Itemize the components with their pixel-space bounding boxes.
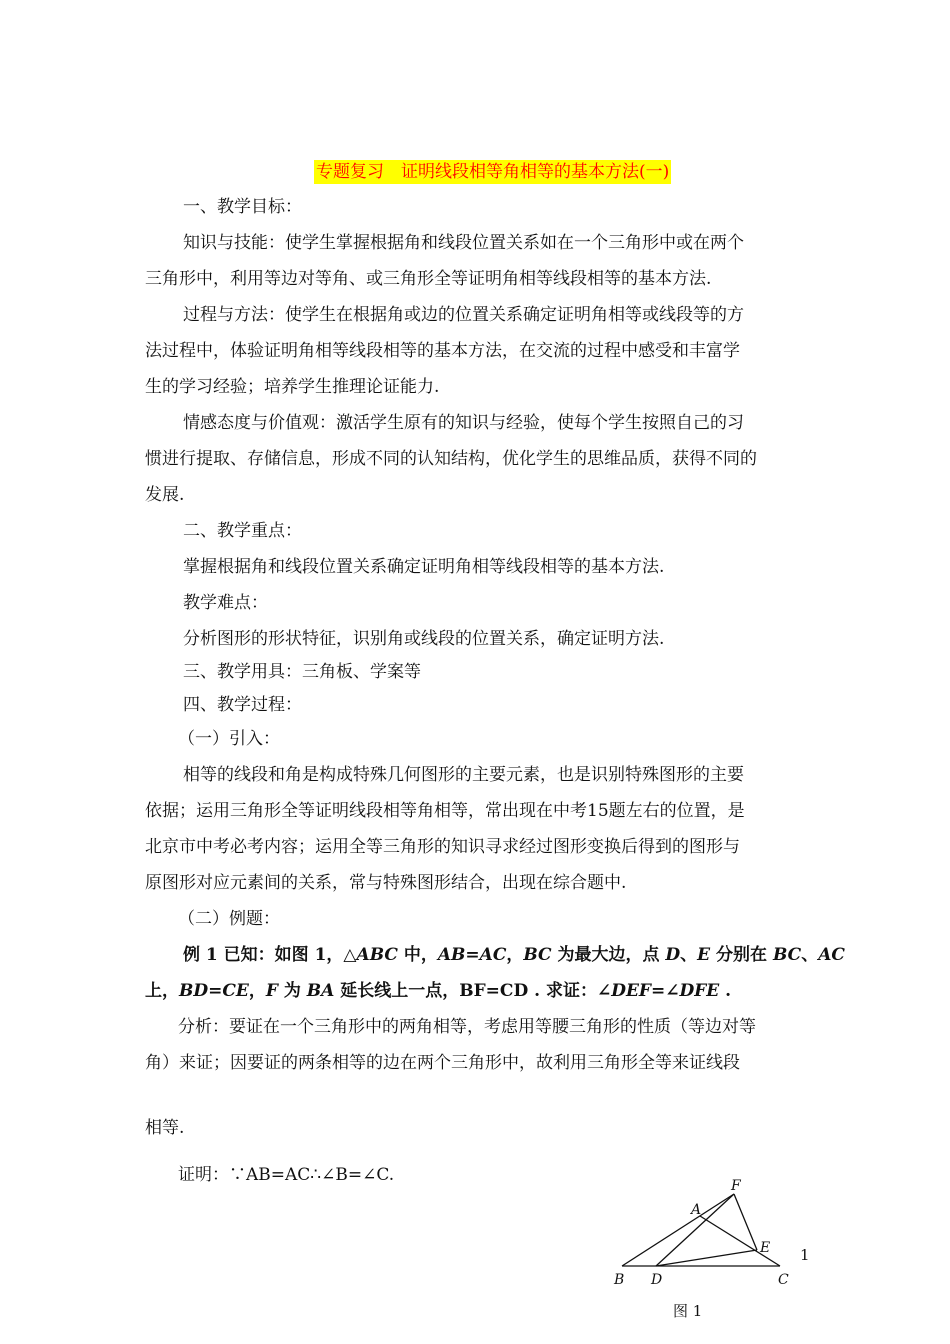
proof-line: 证明：∵AB=AC∴∠B=∠C. [178,1165,395,1185]
goal-process-line-2: 法过程中，体验证明角相等线段相等的基本方法，在交流的过程中感受和丰富学 [145,341,740,361]
process-heading: 四、教学过程： [183,695,302,715]
intro-line-3: 北京市中考必考内容；运用全等三角形的知识寻求经过图形变换后得到的图形与 [145,837,740,857]
example1-line-2: 上，BD=CE，F 为 BA 延长线上一点，BF=CD . 求证：∠DEF=∠DFE . [145,981,732,1001]
goal-emotion-line-2: 惯进行提取、存储信息，形成不同的认知结构，优化学生的思维品质，获得不同的 [145,449,757,469]
triangle-figure [600,1176,800,1296]
intro-line-1: 相等的线段和角是构成特殊几何图形的主要元素，也是识别特殊图形的主要 [183,765,744,785]
label-c: C [778,1272,789,1288]
segment-bf [622,1194,734,1266]
goal-emotion-line-3: 发展. [145,485,185,505]
goal-process-line-1: 过程与方法：使学生在根据角或边的位置关系确定证明角相等或线段等的方 [183,305,744,325]
figure-caption: 图 1 [673,1302,703,1320]
analysis-line-3: 相等. [145,1118,185,1138]
segment-fe [734,1194,757,1250]
difficulty-text: 分析图形的形状特征，识别角或线段的位置关系，确定证明方法. [183,629,665,649]
label-d: D [651,1272,663,1288]
goal-knowledge-line-2: 三角形中，利用等边对等角、或三角形全等证明角相等线段相等的基本方法. [145,269,712,289]
example1-line-1: 例 1 已知：如图 1，△ABC 中，AB=AC，BC 为最大边，点 D、E 分别在 BC、AC [183,945,845,965]
intro-heading: （一）引入： [178,729,280,749]
label-e: E [760,1240,771,1256]
tools-line: 三、教学用具：三角板、学案等 [183,662,421,682]
label-f: F [731,1178,741,1194]
page-number: 1 [800,1246,810,1264]
analysis-line-2: 角）来证；因要证的两条相等的边在两个三角形中，故利用三角形全等来证线段 [145,1053,740,1073]
label-b: B [614,1272,625,1288]
goal-process-line-3: 生的学习经验；培养学生推理论证能力. [145,377,440,397]
analysis-line-1: 分析：要证在一个三角形中的两角相等，考虑用等腰三角形的性质（等边对等 [178,1017,756,1037]
intro-line-2: 依据；运用三角形全等证明线段相等角相等，常出现在中考15题左右的位置，是 [145,801,745,821]
goal-knowledge-line-1: 知识与技能：使学生掌握根据角和线段位置关系如在一个三角形中或在两个 [183,233,744,253]
goal-emotion-line-1: 情感态度与价值观：激活学生原有的知识与经验，使每个学生按照自己的习 [183,413,744,433]
intro-line-4: 原图形对应元素间的关系，常与特殊图形结合，出现在综合题中. [145,873,627,893]
key-heading: 二、教学重点： [183,521,302,541]
example-heading: （二）例题： [178,909,280,929]
label-a: A [691,1202,702,1218]
key-text: 掌握根据角和线段位置关系确定证明角相等线段相等的基本方法. [183,557,665,577]
goal-heading: 一、教学目标： [183,197,302,217]
page-title: 专题复习 证明线段相等角相等的基本方法(一) [316,162,670,182]
difficulty-heading: 教学难点： [183,593,268,613]
